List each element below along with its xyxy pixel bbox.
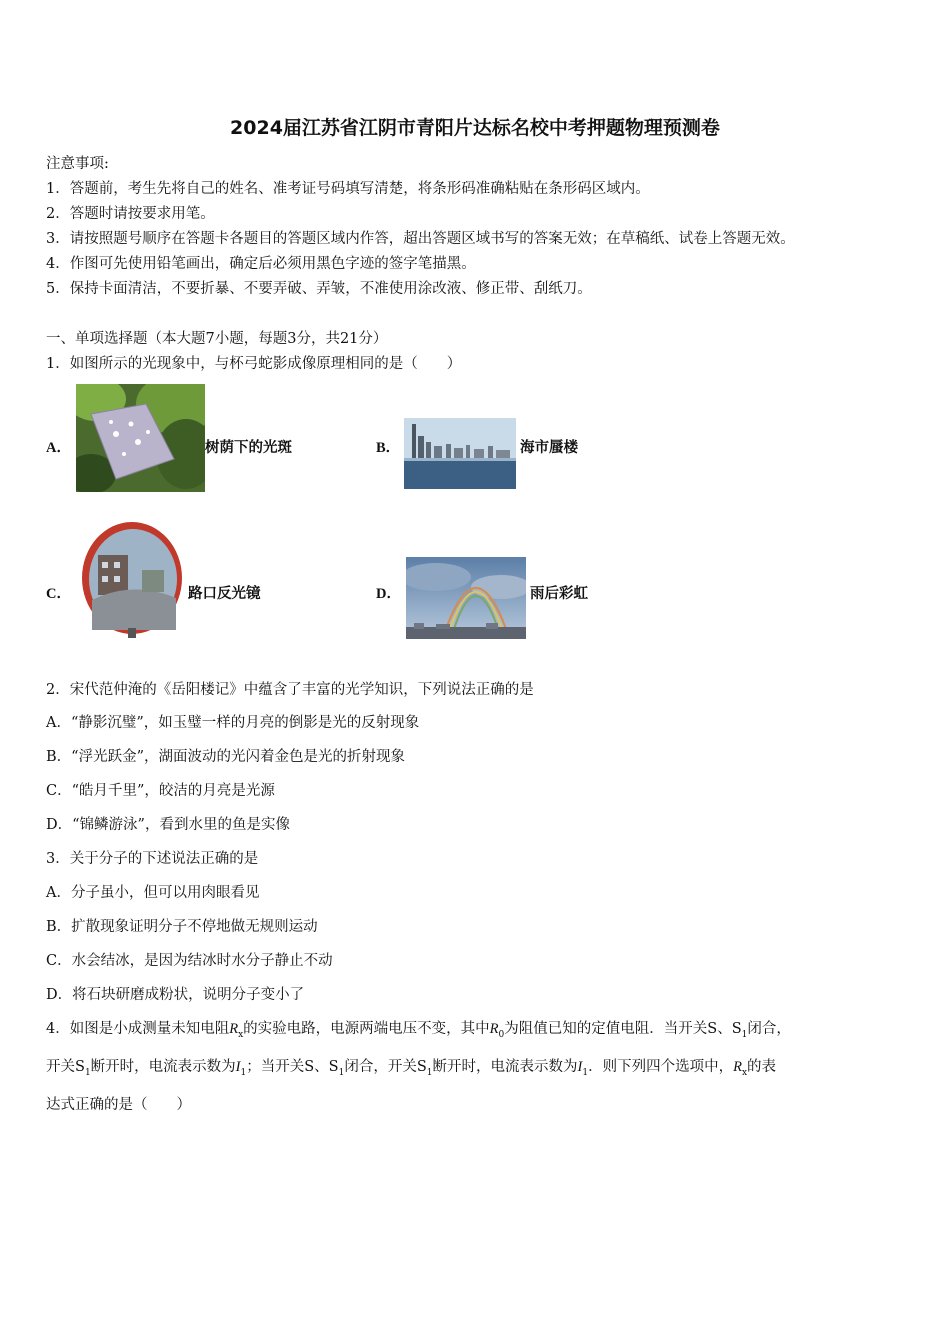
q2-option-c: C．“皓月千里”，皎洁的月亮是光源 bbox=[46, 783, 275, 799]
q1-option-c-label: 路口反光镜 bbox=[188, 585, 261, 602]
q4-line-2 bbox=[46, 1055, 776, 1078]
q3-stem: 3．关于分子的下述说法正确的是 bbox=[46, 851, 259, 867]
q2-option-d: D．“锦鳞游泳”，看到水里的鱼是实像 bbox=[46, 817, 290, 833]
q4-i-symbol: I bbox=[235, 1059, 241, 1075]
q1-option-c-letter: C． bbox=[46, 586, 71, 602]
notice-item-3: 3．请按照题号顺序在答题卡各题目的答题区域内作答，超出答题区域书写的答案无效；在草稿纸、试卷上答题无效。 bbox=[46, 231, 795, 247]
q1-stem: 1．如图所示的光现象中，与杯弓蛇影成像原理相同的是（ ） bbox=[46, 356, 462, 372]
q1-option-b-label: 海市蜃楼 bbox=[520, 439, 578, 456]
notice-item-2: 2．答题时请按要求用笔。 bbox=[46, 206, 215, 222]
q4-r0-subscript: 0 bbox=[498, 1029, 505, 1040]
q4-text: 闭合，开关S bbox=[344, 1059, 427, 1075]
q3-option-d: D．将石块研磨成粉状，说明分子变小了 bbox=[46, 987, 305, 1003]
q4-rx-subscript: x bbox=[741, 1067, 748, 1078]
q4-text: 如图是小成测量未知电阻 bbox=[69, 1021, 230, 1037]
q4-i-subscript: 1 bbox=[240, 1067, 247, 1078]
q4-text: 的实验电路，电源两端电压不变，其中 bbox=[243, 1021, 490, 1037]
page-title: 2024届江苏省江阴市青阳片达标名校中考押题物理预测卷 bbox=[230, 117, 720, 139]
q1-option-b-letter: B． bbox=[376, 440, 401, 456]
q2-stem: 2．宋代范仲淹的《岳阳楼记》中蕴含了丰富的光学知识，下列说法正确的是 bbox=[46, 682, 534, 698]
notice-item-4: 4．作图可先使用铅笔画出，确定后必须用黑色字迹的签字笔描黑。 bbox=[46, 256, 476, 272]
q4-text: ；当开关S、S bbox=[246, 1059, 339, 1075]
q4-rx-subscript: x bbox=[238, 1029, 244, 1040]
q3-option-c: C．水会结冰，是因为结冰时水分子静止不动 bbox=[46, 953, 333, 969]
q4-text: 闭合， bbox=[747, 1021, 791, 1037]
q4-text: 开关S bbox=[46, 1059, 85, 1075]
q1-option-d-letter: D． bbox=[376, 586, 401, 602]
tree-shade-light-spot-image bbox=[76, 384, 205, 492]
q4-text: 为阻值已知的定值电阻．当开关S、S bbox=[504, 1021, 742, 1037]
q4-line-1 bbox=[46, 1017, 791, 1040]
q3-option-a: A．分子虽小，但可以用肉眼看见 bbox=[46, 885, 260, 901]
section-heading: 一、单项选择题（本大题7小题，每题3分，共21分） bbox=[46, 331, 388, 347]
q4-text: ．则下列四个选项中， bbox=[588, 1059, 734, 1075]
q3-option-b: B．扩散现象证明分子不停地做无规则运动 bbox=[46, 919, 318, 935]
q2-option-b: B．“浮光跃金”，湖面波动的光闪着金色是光的折射现象 bbox=[46, 749, 405, 765]
q4-line-3: 达式正确的是（ ） bbox=[46, 1097, 191, 1113]
q4-number: 4． bbox=[46, 1021, 70, 1037]
q1-option-a-letter: A． bbox=[46, 440, 71, 456]
q4-s1-subscript: 1 bbox=[84, 1067, 91, 1078]
q4-s1-subscript: 1 bbox=[338, 1067, 345, 1078]
notice-item-5: 5．保持卡面清洁，不要折暴、不要弄破、弄皱，不准使用涂改液、修正带、刮纸刀。 bbox=[46, 281, 592, 297]
q4-text: 断开时，电流表示数为 bbox=[90, 1059, 236, 1075]
q2-option-a: A．“静影沉璧”，如玉璧一样的月亮的倒影是光的反射现象 bbox=[46, 715, 420, 731]
rainbow-image bbox=[406, 557, 526, 639]
notice-heading: 注意事项: bbox=[46, 156, 109, 172]
q1-option-a-label: 树荫下的光斑 bbox=[205, 439, 292, 456]
q4-s1-subscript: 1 bbox=[426, 1067, 433, 1078]
convex-mirror-image bbox=[80, 520, 184, 638]
q4-i-symbol: I bbox=[577, 1059, 583, 1075]
q4-text: 的表 bbox=[747, 1059, 777, 1075]
q4-rx-symbol: R bbox=[229, 1021, 239, 1037]
q4-s1-subscript: 1 bbox=[741, 1029, 748, 1040]
q4-text: 断开时，电流表示数为 bbox=[432, 1059, 578, 1075]
q4-i-subscript: 1 bbox=[582, 1067, 589, 1078]
q1-option-d-label: 雨后彩虹 bbox=[530, 585, 588, 602]
notice-item-1: 1．答题前，考生先将自己的姓名、准考证号码填写清楚，将条形码准确粘贴在条形码区域内。 bbox=[46, 181, 650, 197]
q4-r0-symbol: R bbox=[489, 1021, 499, 1037]
q4-rx-symbol: R bbox=[733, 1059, 742, 1075]
mirage-image bbox=[404, 418, 516, 489]
